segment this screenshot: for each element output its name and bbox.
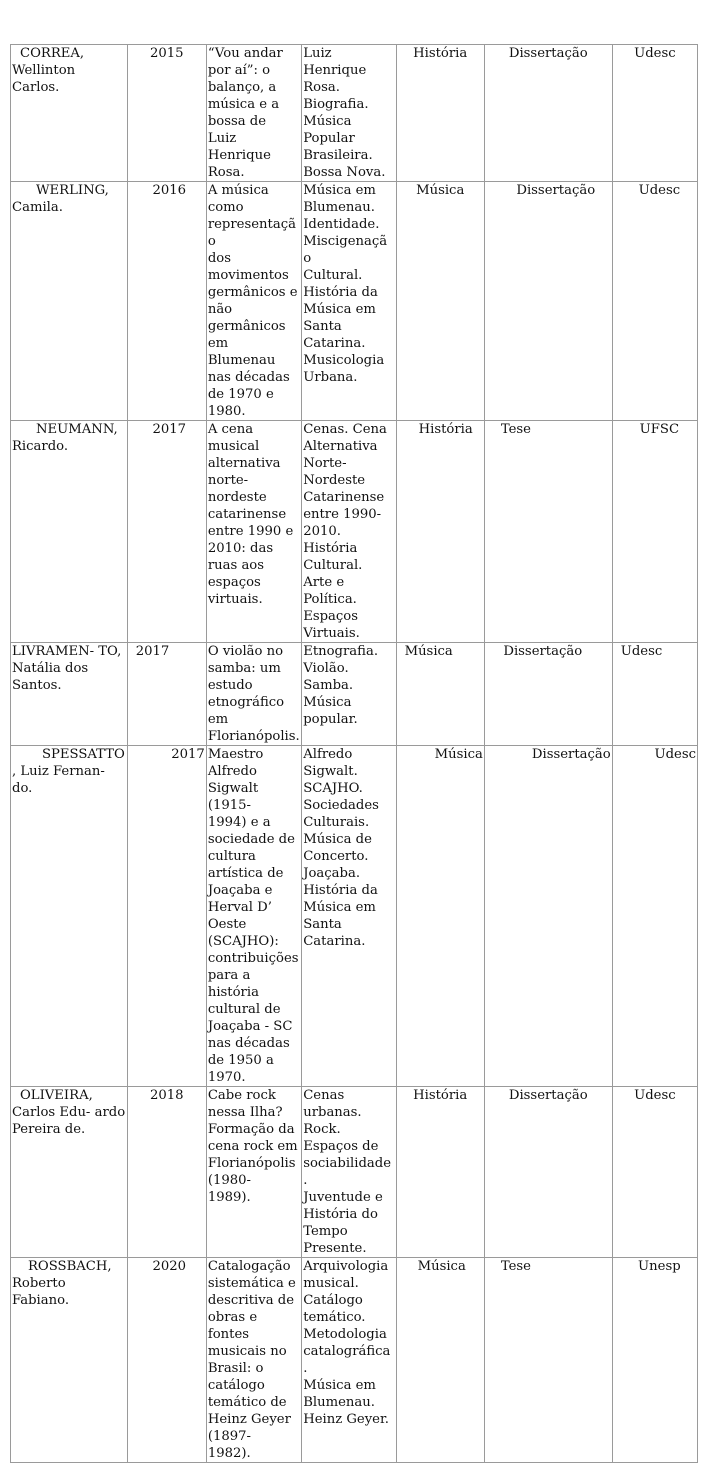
institution-cell: Udesc (612, 45, 697, 182)
author-cell: OLIVEIRA, Carlos Edu- ardo Pereira de. (11, 1087, 128, 1258)
institution-cell: Unesp (612, 1258, 697, 1463)
institution-cell: UFSC (612, 421, 697, 643)
references-table (10, 44, 698, 1463)
table-row (11, 182, 698, 421)
title-cell: Catalogação sistemática e descritiva de obras e fontes musicais no Brasil: o catálogo temático de Heinz Geyer (1897- 1982). (206, 1258, 301, 1463)
table-row (11, 1258, 698, 1463)
type-cell: Dissertação (484, 746, 612, 1087)
area-cell: Música (396, 1258, 484, 1463)
area-cell: História (396, 1087, 484, 1258)
year-cell: 2017 (127, 643, 206, 746)
keywords-cell: Alfredo Sigwalt. SCAJHO. Sociedades Culturais. Música de Concerto. Joaçaba. História da Música em Santa Catarina. (302, 746, 396, 1087)
title-cell: A cena musical alternativa norte- nordeste catarinense entre 1990 e 2010: das ruas aos espaços virtuais. (206, 421, 301, 643)
table-row (11, 746, 698, 1087)
type-cell: Dissertação (484, 182, 612, 421)
year-cell: 2018 (127, 1087, 206, 1258)
area-cell: Música (396, 643, 484, 746)
institution-cell: Udesc (612, 182, 697, 421)
area-cell: História (396, 421, 484, 643)
keywords-cell: Cenas. Cena Alternativa Norte- Nordeste Catarinense entre 1990- 2010. História Cultural. Arte e Política. Espaços Virtuais. (302, 421, 396, 643)
keywords-cell: Etnografia. Violão. Samba. Música popular. (302, 643, 396, 746)
keywords-cell: Cenas urbanas. Rock. Espaços de sociabilidade. Juventude e História do Tempo Presente. (302, 1087, 396, 1258)
type-cell: Tese (484, 1258, 612, 1463)
author-cell: SPESSATTO, Luiz Fernan- do. (11, 746, 128, 1087)
area-cell: História (396, 45, 484, 182)
year-cell: 2017 (127, 421, 206, 643)
title-cell: “Vou andar por aí”: o balanço, a música e a bossa de Luiz Henrique Rosa. (206, 45, 301, 182)
type-cell: Dissertação (484, 643, 612, 746)
area-cell: Música (396, 182, 484, 421)
type-cell: Dissertação (484, 1087, 612, 1258)
year-cell: 2015 (127, 45, 206, 182)
table-row (11, 643, 698, 746)
year-cell: 2017 (127, 746, 206, 1087)
institution-cell: Udesc (612, 1087, 697, 1258)
table-row (11, 421, 698, 643)
author-cell: NEUMANN, Ricardo. (11, 421, 128, 643)
author-cell: ROSSBACH, Roberto Fabiano. (11, 1258, 128, 1463)
author-cell: WERLING, Camila. (11, 182, 128, 421)
keywords-cell: Arquivologia musical. Catálogo temático. Metodologia catalográfica. Música em Blumenau. Heinz Geyer. (302, 1258, 396, 1463)
type-cell: Tese (484, 421, 612, 643)
title-cell: Maestro Alfredo Sigwalt (1915- 1994) e a sociedade de cultura artística de Joaçaba e Herval D’ Oeste (SCAJHO): contribuições para a história cultural de Joaçaba - SC nas décadas de 1950 a 1970. (206, 746, 301, 1087)
institution-cell: Udesc (612, 746, 697, 1087)
keywords-cell: Luiz Henrique Rosa. Biografia. Música Popular Brasileira. Bossa Nova. (302, 45, 396, 182)
author-cell: LIVRAMEN- TO, Natália dos Santos. (11, 643, 128, 746)
table-row (11, 45, 698, 182)
year-cell: 2016 (127, 182, 206, 421)
author-cell: CORREA, Wellinton Carlos. (11, 45, 128, 182)
institution-cell: Udesc (612, 643, 697, 746)
references-table-body (11, 45, 698, 1463)
table-row (11, 1087, 698, 1258)
title-cell: Cabe rock nessa Ilha? Formação da cena rock em Florianópolis (1980- 1989). (206, 1087, 301, 1258)
title-cell: O violão no samba: um estudo etnográfico em Florianópolis. (207, 644, 300, 744)
area-cell: Música (396, 746, 484, 1087)
type-cell: Dissertação (484, 45, 612, 182)
keywords-cell: Música em Blumenau. Identidade. Miscigenação Cultural. História da Música em Santa Catarina. Musicologia Urbana. (302, 182, 396, 421)
year-cell: 2020 (127, 1258, 206, 1463)
title-cell: A música como representação dos movimentos germânicos e não germânicos em Blumenau nas décadas de 1970 e 1980. (206, 182, 301, 421)
